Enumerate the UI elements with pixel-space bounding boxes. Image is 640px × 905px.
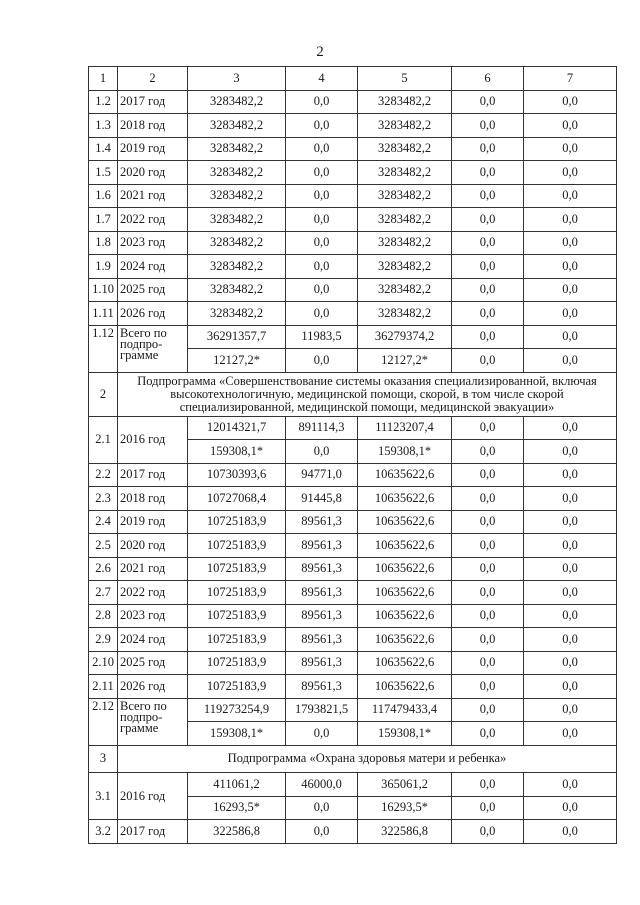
table-row [89, 675, 617, 699]
table-cell: 3283482,2 [188, 90, 286, 114]
table-cell: 10725183,9 [188, 604, 286, 628]
table-cell: 16293,5* [188, 796, 286, 820]
table-cell: 10727068,4 [188, 487, 286, 511]
table-cell: 10635622,6 [358, 510, 452, 534]
table-cell: 3283482,2 [188, 302, 286, 326]
table-cell: 10725183,9 [188, 651, 286, 675]
row-number: 2.2 [89, 463, 118, 487]
table-cell: 0,0 [452, 773, 524, 797]
row-number: 2.11 [89, 675, 118, 699]
column-header: 7 [524, 67, 617, 91]
table-cell: 159308,1* [358, 722, 452, 746]
table-cell: 0,0 [524, 349, 617, 373]
table-cell: 91445,8 [286, 487, 358, 511]
table-cell: 0,0 [452, 628, 524, 652]
table-row [89, 557, 617, 581]
table-cell: 89561,3 [286, 628, 358, 652]
table-cell: 3283482,2 [188, 278, 286, 302]
table-cell: 322586,8 [358, 820, 452, 844]
table-row [89, 628, 617, 652]
section-number: 3 [89, 745, 118, 773]
row-number: 2.7 [89, 581, 118, 605]
budget-table [88, 66, 617, 844]
row-year: 2020 год [118, 534, 188, 558]
section-title-row [89, 372, 617, 416]
table-cell: 10635622,6 [358, 557, 452, 581]
table-cell: 891114,3 [286, 416, 358, 440]
table-cell: 3283482,2 [188, 255, 286, 279]
row-number: 1.4 [89, 137, 118, 161]
table-cell: 0,0 [286, 208, 358, 232]
row-year: 2021 год [118, 557, 188, 581]
table-cell: 3283482,2 [188, 184, 286, 208]
table-cell: 0,0 [524, 722, 617, 746]
row-year: 2025 год [118, 278, 188, 302]
table-cell: 0,0 [452, 675, 524, 699]
row-number: 3.1 [89, 773, 118, 820]
table-cell: 10725183,9 [188, 510, 286, 534]
table-cell: 10730393,6 [188, 463, 286, 487]
table-cell: 0,0 [286, 231, 358, 255]
column-header: 3 [188, 67, 286, 91]
table-cell: 0,0 [524, 463, 617, 487]
table-cell: 0,0 [452, 510, 524, 534]
table-cell: 3283482,2 [358, 137, 452, 161]
row-number: 1.6 [89, 184, 118, 208]
row-number: 2.9 [89, 628, 118, 652]
table-cell: 0,0 [286, 302, 358, 326]
table-row [89, 416, 617, 440]
table-cell: 0,0 [524, 487, 617, 511]
table-cell: 11123207,4 [358, 416, 452, 440]
section-number: 2 [89, 372, 118, 416]
table-cell: 0,0 [452, 114, 524, 138]
row-number: 2.12 [89, 698, 118, 745]
table-cell: 0,0 [524, 675, 617, 699]
table-cell: 1793821,5 [286, 698, 358, 722]
table-row [89, 510, 617, 534]
table-row [89, 487, 617, 511]
row-year: 2019 год [118, 510, 188, 534]
table-cell: 3283482,2 [358, 255, 452, 279]
table-cell: 3283482,2 [358, 114, 452, 138]
table-cell: 117479433,4 [358, 698, 452, 722]
table-cell: 0,0 [452, 581, 524, 605]
table-cell: 3283482,2 [188, 231, 286, 255]
table-cell: 0,0 [524, 325, 617, 349]
table-cell: 0,0 [286, 349, 358, 373]
table-cell: 11983,5 [286, 325, 358, 349]
table-cell: 0,0 [524, 698, 617, 722]
table-cell: 89561,3 [286, 557, 358, 581]
table-cell: 36291357,7 [188, 325, 286, 349]
table-cell: 10725183,9 [188, 557, 286, 581]
table-cell: 89561,3 [286, 675, 358, 699]
row-year: 2016 год [118, 773, 188, 820]
table-cell: 10635622,6 [358, 487, 452, 511]
row-number: 1.8 [89, 231, 118, 255]
table-row [89, 184, 617, 208]
table-cell: 10635622,6 [358, 534, 452, 558]
table-cell: 0,0 [524, 510, 617, 534]
row-year: 2022 год [118, 208, 188, 232]
table-cell: 0,0 [452, 255, 524, 279]
table-cell: 0,0 [286, 90, 358, 114]
row-year: 2017 год [118, 90, 188, 114]
table-cell: 0,0 [524, 628, 617, 652]
row-number: 1.7 [89, 208, 118, 232]
table-cell: 0,0 [524, 820, 617, 844]
row-year: 2017 год [118, 463, 188, 487]
row-year: 2026 год [118, 302, 188, 326]
table-cell: 322586,8 [188, 820, 286, 844]
row-number: 1.10 [89, 278, 118, 302]
table-cell: 0,0 [524, 114, 617, 138]
row-year: 2020 год [118, 161, 188, 185]
table-cell: 0,0 [524, 161, 617, 185]
table-row [89, 278, 617, 302]
table-cell: 0,0 [452, 487, 524, 511]
table-cell: 0,0 [452, 463, 524, 487]
table-row [89, 604, 617, 628]
table-cell: 3283482,2 [188, 137, 286, 161]
table-cell: 0,0 [452, 416, 524, 440]
table-cell: 3283482,2 [358, 161, 452, 185]
table-cell: 0,0 [524, 651, 617, 675]
table-cell: 0,0 [524, 208, 617, 232]
table-cell: 10725183,9 [188, 628, 286, 652]
row-year: 2016 год [118, 416, 188, 463]
row-number: 3.2 [89, 820, 118, 844]
table-row [89, 651, 617, 675]
table-cell: 0,0 [452, 231, 524, 255]
table-cell: 0,0 [452, 796, 524, 820]
row-number: 2.4 [89, 510, 118, 534]
table-cell: 0,0 [452, 137, 524, 161]
table-cell: 12014321,7 [188, 416, 286, 440]
table-cell: 0,0 [286, 820, 358, 844]
total-label: Всего по подпро-грамме [118, 698, 188, 745]
table-cell: 0,0 [524, 581, 617, 605]
table-cell: 10635622,6 [358, 628, 452, 652]
table-row [89, 114, 617, 138]
table-cell: 0,0 [452, 349, 524, 373]
row-year: 2026 год [118, 675, 188, 699]
table-cell: 0,0 [524, 231, 617, 255]
table-cell: 3283482,2 [358, 302, 452, 326]
row-year: 2021 год [118, 184, 188, 208]
row-number: 2.8 [89, 604, 118, 628]
table-cell: 0,0 [452, 325, 524, 349]
table-row [89, 581, 617, 605]
row-number: 1.12 [89, 325, 118, 372]
table-cell: 0,0 [452, 604, 524, 628]
header-row [89, 67, 617, 91]
table-row [89, 463, 617, 487]
table-cell: 10635622,6 [358, 675, 452, 699]
table-cell: 3283482,2 [188, 208, 286, 232]
total-label: Всего по подпро-граммe [118, 325, 188, 372]
row-year: 2023 год [118, 604, 188, 628]
row-year: 2018 год [118, 487, 188, 511]
row-number: 1.2 [89, 90, 118, 114]
table-cell: 46000,0 [286, 773, 358, 797]
table-cell: 0,0 [452, 651, 524, 675]
table-cell: 0,0 [524, 278, 617, 302]
table-cell: 159308,1* [188, 722, 286, 746]
table-cell: 159308,1* [358, 440, 452, 464]
row-number: 2.3 [89, 487, 118, 511]
table-row [89, 255, 617, 279]
row-number: 2.1 [89, 416, 118, 463]
table-row [89, 534, 617, 558]
table-cell: 119273254,9 [188, 698, 286, 722]
table-cell: 89561,3 [286, 581, 358, 605]
table-cell: 0,0 [452, 534, 524, 558]
table-cell: 0,0 [452, 722, 524, 746]
row-number: 2.5 [89, 534, 118, 558]
table-cell: 10725183,9 [188, 581, 286, 605]
table-cell: 0,0 [452, 90, 524, 114]
table-cell: 0,0 [286, 440, 358, 464]
table-cell: 10635622,6 [358, 651, 452, 675]
section-title-row [89, 745, 617, 773]
table-cell: 0,0 [452, 208, 524, 232]
total-row [89, 325, 617, 349]
table-cell: 0,0 [452, 184, 524, 208]
table-cell: 365061,2 [358, 773, 452, 797]
table-cell: 3283482,2 [358, 231, 452, 255]
table-cell: 0,0 [524, 184, 617, 208]
row-year: 2025 год [118, 651, 188, 675]
table-cell: 89561,3 [286, 534, 358, 558]
table-row [89, 161, 617, 185]
table-cell: 10635622,6 [358, 604, 452, 628]
table-cell: 0,0 [524, 255, 617, 279]
table-cell: 89561,3 [286, 604, 358, 628]
table-cell: 0,0 [524, 302, 617, 326]
row-year: 2018 год [118, 114, 188, 138]
table-row [89, 820, 617, 844]
table-cell: 0,0 [452, 440, 524, 464]
table-cell: 0,0 [286, 255, 358, 279]
row-year: 2023 год [118, 231, 188, 255]
table-cell: 0,0 [524, 90, 617, 114]
table-cell: 3283482,2 [358, 278, 452, 302]
row-number: 2.10 [89, 651, 118, 675]
total-row [89, 698, 617, 722]
table-cell: 0,0 [524, 796, 617, 820]
page-number: 2 [316, 44, 324, 60]
table-cell: 0,0 [452, 820, 524, 844]
table-row [89, 208, 617, 232]
table-cell: 411061,2 [188, 773, 286, 797]
table-cell: 0,0 [524, 557, 617, 581]
column-header: 2 [118, 67, 188, 91]
column-header: 5 [358, 67, 452, 91]
table-cell: 3283482,2 [358, 184, 452, 208]
table-cell: 0,0 [286, 114, 358, 138]
table-cell: 0,0 [524, 604, 617, 628]
table-cell: 10725183,9 [188, 534, 286, 558]
row-year: 2024 год [118, 628, 188, 652]
table-cell: 0,0 [286, 722, 358, 746]
row-year: 2022 год [118, 581, 188, 605]
table-cell: 12127,2* [358, 349, 452, 373]
row-number: 1.3 [89, 114, 118, 138]
table-cell: 3283482,2 [188, 161, 286, 185]
table-cell: 0,0 [452, 557, 524, 581]
row-number: 1.11 [89, 302, 118, 326]
column-header: 1 [89, 67, 118, 91]
table-cell: 159308,1* [188, 440, 286, 464]
table-cell: 10725183,9 [188, 675, 286, 699]
table-cell: 36279374,2 [358, 325, 452, 349]
table-cell: 0,0 [524, 440, 617, 464]
table-cell: 94771,0 [286, 463, 358, 487]
table-cell: 0,0 [452, 698, 524, 722]
table-cell: 10635622,6 [358, 581, 452, 605]
column-header: 4 [286, 67, 358, 91]
table-cell: 0,0 [286, 137, 358, 161]
table-cell: 10635622,6 [358, 463, 452, 487]
section-title: Подпрограмма «Охрана здоровья матери и ребенка» [118, 745, 617, 773]
row-year: 2024 год [118, 255, 188, 279]
table-cell: 0,0 [524, 534, 617, 558]
table-cell: 0,0 [524, 416, 617, 440]
table-row [89, 90, 617, 114]
table-cell: 3283482,2 [358, 90, 452, 114]
row-year: 2019 год [118, 137, 188, 161]
table-row [89, 231, 617, 255]
column-header: 6 [452, 67, 524, 91]
table-row [89, 137, 617, 161]
table-row [89, 773, 617, 797]
row-number: 1.5 [89, 161, 118, 185]
table-cell: 89561,3 [286, 651, 358, 675]
section-title: Подпрограмма «Совершенствование системы оказания специализированной, включая высокотехнологичную, медицинской помощи, скорой, в том числе скорой специализированной, медицинской помощи, медицинской эвакуации» [118, 372, 617, 416]
table-cell: 0,0 [286, 278, 358, 302]
table-cell: 0,0 [452, 278, 524, 302]
table-cell: 0,0 [286, 161, 358, 185]
table-cell: 16293,5* [358, 796, 452, 820]
table-cell: 0,0 [524, 773, 617, 797]
table-cell: 3283482,2 [358, 208, 452, 232]
table-cell: 0,0 [452, 302, 524, 326]
row-number: 1.9 [89, 255, 118, 279]
table-cell: 0,0 [286, 184, 358, 208]
row-year: 2017 год [118, 820, 188, 844]
row-number: 2.6 [89, 557, 118, 581]
table-cell: 3283482,2 [188, 114, 286, 138]
table-row [89, 302, 617, 326]
table-cell: 0,0 [524, 137, 617, 161]
table-cell: 12127,2* [188, 349, 286, 373]
table-cell: 0,0 [452, 161, 524, 185]
table-cell: 0,0 [286, 796, 358, 820]
table-cell: 89561,3 [286, 510, 358, 534]
